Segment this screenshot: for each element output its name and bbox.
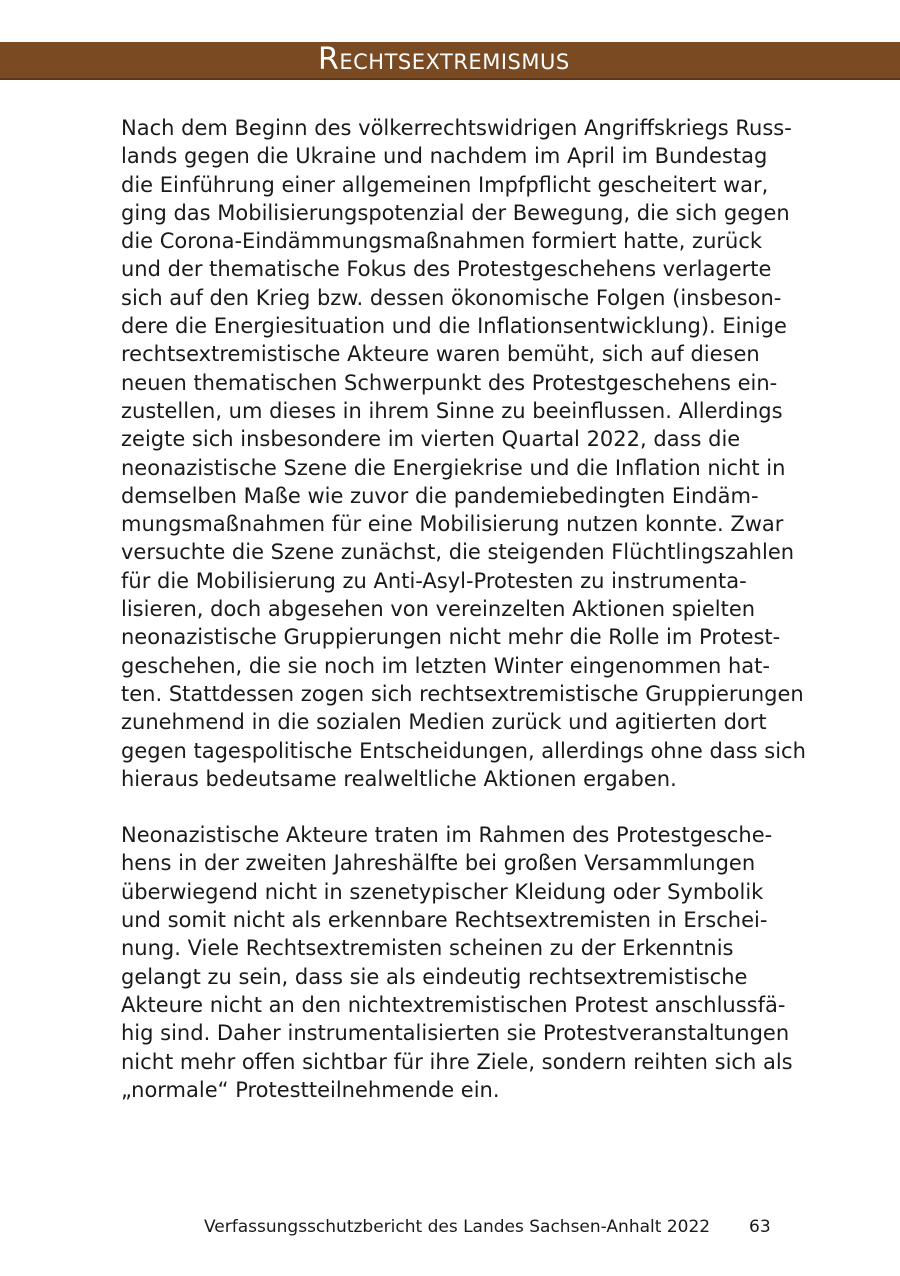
text-line: neuen thematischen Schwerpunkt des Protestgeschehens ein- — [121, 370, 778, 395]
text-line: neonazistische Szene die Energiekrise und die Inflation nicht in — [121, 455, 786, 480]
text-line: gegen tagespolitische Entscheidungen, allerdings ohne dass sich — [121, 738, 806, 763]
paragraph-1 — [121, 114, 806, 793]
text-line: Nach dem Beginn des völkerrechtswidrigen Angriffskriegs Russ- — [121, 116, 792, 140]
text-line: die Corona-Eindämmungsmaßnahmen formiert hatte, zurück — [121, 229, 763, 254]
text-line: „normale“ Protestteilnehmende ein. — [121, 1077, 500, 1102]
text-line: ging das Mobilisierungspotenzial der Bewegung, die sich gegen — [121, 200, 790, 225]
text-line: hieraus bedeutsame realweltliche Aktionen ergaben. — [121, 766, 677, 791]
text-line: zustellen, um dieses in ihrem Sinne zu beeinflussen. Allerdings — [121, 398, 783, 423]
paragraph-2 — [121, 821, 791, 1104]
page-footer — [0, 1213, 900, 1241]
text-line: zunehmend in die sozialen Medien zurück und agitierten dort — [121, 710, 767, 735]
text-line: mungsmaßnahmen für eine Mobilisierung nutzen konnte. Zwar — [121, 512, 784, 537]
text-line: gelangt zu sein, dass sie als eindeutig rechtsextremistische — [121, 964, 748, 989]
text-line: hens in der zweiten Jahreshälfte bei großen Versammlungen — [121, 851, 756, 876]
text-line: und der thematische Fokus des Protestgeschehens verlagerte — [121, 257, 772, 282]
text-line: die Einführung einer allgemeinen Impfpflicht gescheitert war, — [121, 172, 769, 197]
section-title: Rechtsextremismus — [318, 42, 570, 77]
text-line: für die Mobilisierung zu Anti-Asyl-Protesten zu instrumenta- — [121, 568, 747, 593]
text-line: hig sind. Daher instrumentalisierten sie Protestveranstaltungen — [121, 1021, 790, 1046]
footer-report-title: Verfassungsschutzbericht des Landes Sachsen-Anhalt 2022 — [204, 1217, 711, 1237]
body-content — [121, 114, 806, 1104]
text-line: geschehen, die sie noch im letzten Winter eingenommen hat- — [121, 653, 770, 678]
text-line: dere die Energiesituation und die Inflationsentwicklung). Einige — [121, 314, 787, 339]
page-number: 63 — [749, 1217, 771, 1237]
text-line: rechtsextremistische Akteure waren bemüht, sich auf diesen — [121, 342, 760, 367]
text-line: neonazistische Gruppierungen nicht mehr die Rolle im Protest- — [121, 625, 781, 650]
text-line: zeigte sich insbesondere im vierten Quartal 2022, dass die — [121, 427, 741, 452]
text-line: ten. Stattdessen zogen sich rechtsextremistische Gruppierungen — [121, 681, 804, 706]
text-line: überwiegend nicht in szenetypischer Kleidung oder Symbolik — [121, 879, 764, 904]
text-line: Neonazistische Akteure traten im Rahmen des Protestgesche- — [121, 823, 773, 848]
text-line: sich auf den Krieg bzw. dessen ökonomische Folgen (insbeson- — [121, 285, 782, 310]
text-line: und somit nicht als erkennbare Rechtsextremisten in Erschei- — [121, 908, 768, 933]
text-line: lands gegen die Ukraine und nachdem im April im Bundestag — [121, 144, 768, 169]
text-line: nicht mehr offen sichtbar für ihre Ziele, sondern reihten sich als — [121, 1049, 793, 1074]
text-line: versuchte die Szene zunächst, die steigenden Flüchtlingszahlen — [121, 540, 795, 565]
text-line: demselben Maße wie zuvor die pandemiebedingten Eindäm- — [121, 483, 759, 508]
section-header-band — [0, 42, 900, 80]
text-line: Akteure nicht an den nichtextremistischen Protest anschlussfä- — [121, 992, 786, 1017]
text-line: lisieren, doch abgesehen von vereinzelten Aktionen spielten — [121, 597, 756, 622]
text-line: nung. Viele Rechtsextremisten scheinen zu der Erkenntnis — [121, 936, 734, 961]
